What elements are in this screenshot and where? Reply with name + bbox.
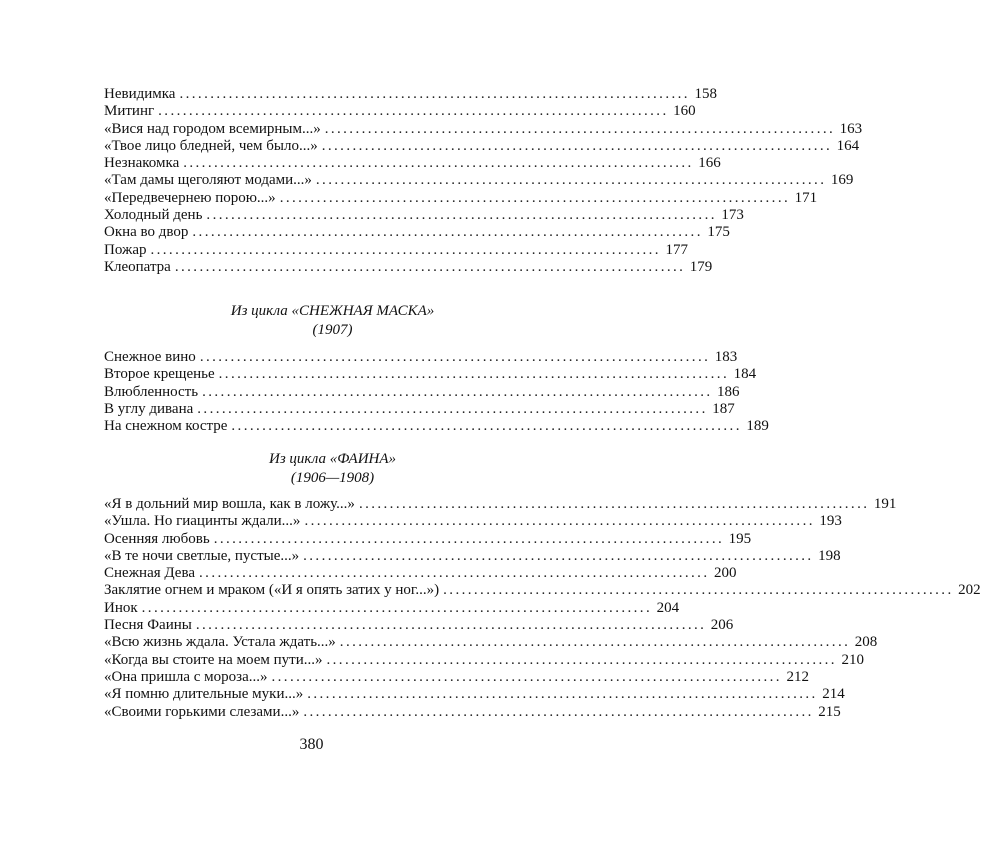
dot-leader: ................................................................................... xyxy=(179,86,690,102)
entry-page: 171 xyxy=(794,189,818,206)
entry-title: «Она пришла с мороза...» xyxy=(104,668,268,685)
entry-title: Заклятие огнем и мраком («И я опять затих у ног...») xyxy=(104,582,440,599)
section-heading-faina xyxy=(104,450,561,488)
entry-page: 206 xyxy=(710,617,734,634)
toc-entry xyxy=(104,86,717,103)
entry-title: Холодный день xyxy=(104,207,203,224)
entry-title: Снежное вино xyxy=(104,349,196,365)
section-title: Из цикла «СНЕЖНАЯ МАСКА» xyxy=(230,303,435,319)
entry-title: «Ушла. Но гиацинты ждали...» xyxy=(104,513,301,530)
toc-entry xyxy=(104,565,737,582)
entry-page: 195 xyxy=(728,530,752,547)
toc-entry xyxy=(104,400,735,418)
toc-entry xyxy=(104,668,809,686)
entry-page: 200 xyxy=(713,565,737,582)
entry-page: 187 xyxy=(712,400,735,417)
toc-entry xyxy=(104,172,854,189)
dot-leader: ................................................................................... xyxy=(303,703,814,720)
toc-entry xyxy=(104,582,981,599)
entry-title: В углу дивана xyxy=(104,400,194,417)
dot-leader: ................................................................................... xyxy=(279,189,791,206)
section-heading-snow-mask xyxy=(104,302,561,340)
entry-title: «В те ночи светлые, пустые...» xyxy=(104,547,300,564)
toc-entry xyxy=(104,686,845,703)
dot-leader: ................................................................................... xyxy=(174,258,686,275)
entry-page: 204 xyxy=(656,599,680,616)
dot-leader: ................................................................................... xyxy=(202,383,713,400)
toc-entry xyxy=(104,207,744,224)
dot-leader: ................................................................................... xyxy=(158,103,669,120)
entry-title: Второе крещенье xyxy=(104,366,215,383)
entry-page: 208 xyxy=(854,634,878,651)
toc-block-2 xyxy=(104,349,769,435)
entry-page: 177 xyxy=(665,241,688,258)
dot-leader: ................................................................................... xyxy=(199,349,711,365)
dot-leader: ................................................................................... xyxy=(303,547,814,564)
toc-entry xyxy=(104,634,878,651)
toc-entry xyxy=(104,120,863,138)
toc-entry xyxy=(104,155,721,172)
toc-entry xyxy=(104,617,734,634)
toc-entry xyxy=(104,513,842,530)
toc-entry xyxy=(104,103,696,120)
toc-block-1 xyxy=(104,86,863,276)
entry-title: «Там дамы щеголяют модами...» xyxy=(104,172,312,189)
entry-page: 202 xyxy=(958,582,981,599)
toc-block-3 xyxy=(104,496,981,721)
section-title: Из цикла «ФАИНА» xyxy=(268,451,397,467)
entry-page: 175 xyxy=(707,224,730,241)
entry-page: 164 xyxy=(836,137,860,154)
toc-entry xyxy=(104,599,680,617)
entry-page: 210 xyxy=(841,651,864,668)
entry-title: «Своими горькими слезами...» xyxy=(104,703,300,720)
dot-leader: ................................................................................... xyxy=(271,668,782,685)
entry-page: 183 xyxy=(714,349,738,365)
entry-page: 189 xyxy=(746,418,769,435)
dot-leader: ................................................................................... xyxy=(339,634,851,651)
toc-entry xyxy=(104,418,769,435)
dot-leader: ................................................................................... xyxy=(150,241,661,258)
toc-entry xyxy=(104,258,713,276)
dot-leader: ................................................................................... xyxy=(315,172,827,189)
dot-leader: ................................................................................... xyxy=(324,120,836,137)
entry-page: 184 xyxy=(733,366,757,383)
entry-title: «Я в дольний мир вошла, как в ложу...» xyxy=(104,496,355,512)
toc-entry xyxy=(104,703,841,721)
entry-title: «Когда вы стоите на моем пути...» xyxy=(104,651,323,668)
entry-title: Снежная Дева xyxy=(104,565,196,582)
entry-title: Осенняя любовь xyxy=(104,530,210,547)
entry-title: Песня Фаины xyxy=(104,617,192,634)
entry-title: «Я помню длительные муки...» xyxy=(104,686,304,703)
dot-leader: ................................................................................... xyxy=(304,513,815,530)
dot-leader: ................................................................................... xyxy=(443,582,954,599)
dot-leader: ................................................................................... xyxy=(231,418,742,435)
entry-page: 169 xyxy=(830,172,854,189)
entry-page: 173 xyxy=(721,207,744,224)
dot-leader: ................................................................................... xyxy=(307,686,818,703)
entry-page: 191 xyxy=(873,496,897,512)
entry-title: «Вися над городом всемирным...» xyxy=(104,120,321,137)
entry-title: Незнакомка xyxy=(104,155,180,172)
dot-leader: ................................................................................... xyxy=(197,400,708,417)
toc-entry xyxy=(104,189,818,207)
toc-entry xyxy=(104,349,738,366)
entry-page: 179 xyxy=(689,258,713,275)
entry-page: 186 xyxy=(717,383,740,400)
section-years: (1907) xyxy=(312,322,353,338)
entry-title: Влюбленность xyxy=(104,383,199,400)
toc-entry xyxy=(104,547,841,565)
entry-title: «Твое лицо бледней, чем было...» xyxy=(104,137,318,154)
entry-page: 198 xyxy=(818,547,841,564)
dot-leader: ................................................................................... xyxy=(213,530,725,547)
dot-leader: ................................................................................... xyxy=(192,224,703,241)
dot-leader: ................................................................................... xyxy=(199,565,710,582)
toc-entry xyxy=(104,241,688,259)
entry-title: Невидимка xyxy=(104,86,176,102)
entry-page: 215 xyxy=(818,703,841,720)
page-number: 380 xyxy=(299,736,324,753)
dot-leader: ................................................................................... xyxy=(206,207,717,224)
entry-title: Митинг xyxy=(104,103,155,120)
toc-entry xyxy=(104,651,864,669)
entry-title: «Передвечернею порою...» xyxy=(104,189,276,206)
entry-page: 158 xyxy=(694,86,717,102)
dot-leader: ................................................................................... xyxy=(321,137,833,154)
entry-title: «Всю жизнь ждала. Устала ждать...» xyxy=(104,634,336,651)
dot-leader: ................................................................................... xyxy=(218,366,730,383)
entry-page: 166 xyxy=(698,155,721,172)
entry-page: 160 xyxy=(673,103,696,120)
dot-leader: ................................................................................... xyxy=(141,599,653,616)
toc-entry xyxy=(104,383,740,401)
toc-entry xyxy=(104,137,860,155)
entry-title: На снежном костре xyxy=(104,418,228,435)
toc-entry xyxy=(104,224,730,241)
dot-leader: ................................................................................... xyxy=(358,496,870,512)
entry-page: 193 xyxy=(819,513,842,530)
dot-leader: ................................................................................... xyxy=(326,651,837,668)
dot-leader: ................................................................................... xyxy=(183,155,694,172)
toc-entry xyxy=(104,530,752,548)
entry-title: Инок xyxy=(104,599,138,616)
toc-entry xyxy=(104,366,757,383)
toc-entry xyxy=(104,496,897,513)
entry-title: Окна во двор xyxy=(104,224,189,241)
entry-page: 163 xyxy=(839,120,863,137)
dot-leader: ................................................................................... xyxy=(195,617,707,634)
entry-title: Клеопатра xyxy=(104,258,171,275)
entry-page: 212 xyxy=(786,668,809,685)
section-years: (1906—1908) xyxy=(290,470,375,486)
entry-title: Пожар xyxy=(104,241,147,258)
entry-page: 214 xyxy=(822,686,845,703)
